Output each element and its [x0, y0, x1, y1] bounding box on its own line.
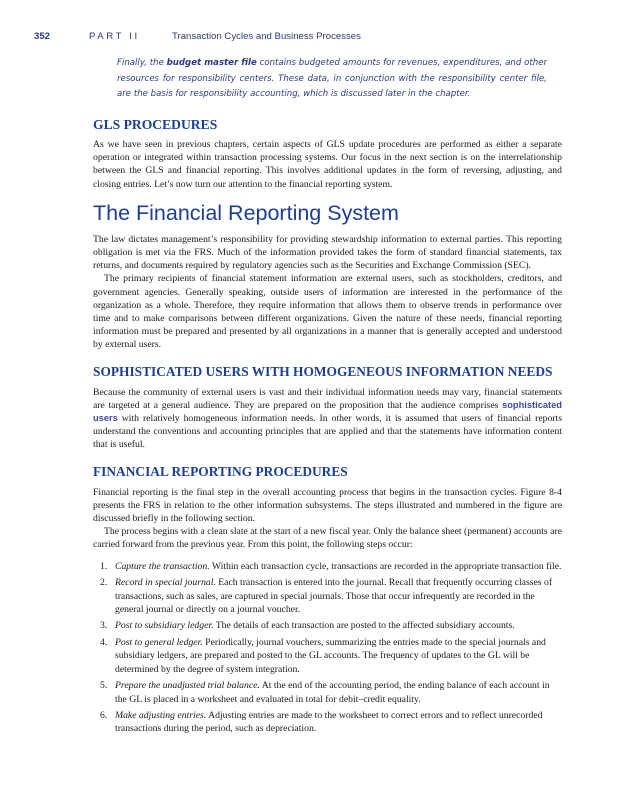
reporting-procedures-paragraph-1: Financial reporting is the final step in the overall accounting process that begins in the transaction cycles. Figure 8-4 presents the FRS in relation to the other information subsystems. The steps illustrated and numbered in the figure are discussed briefly in the following section. [93, 486, 562, 525]
list-item [100, 709, 562, 735]
intro-lead: Finally, the [117, 58, 167, 68]
gls-procedures-paragraph: As we have seen in previous chapters, certain aspects of GLS update procedures are performed as either a separate operation or integrated within transaction processing systems. Our focus in the next section is on the interrelationship between the GLS and financial reporting. This involves additional updates in the form of reversing, adjusting, and closing entries. Let’s now turn our attention to the financial reporting system. [93, 139, 562, 190]
step-number: 2. [100, 577, 108, 589]
intro-paragraph [117, 56, 547, 103]
list-item [100, 560, 562, 573]
list-item [100, 679, 562, 705]
step-text: The details of each transaction are posted to the affected subsidiary accounts. [213, 620, 515, 632]
gls-procedures-heading: GLS PROCEDURES [93, 117, 218, 132]
procedure-steps-list [93, 560, 562, 736]
frs-paragraph-1: The law dictates management’s responsibility for providing stewardship information to external parties. This reporting obligation is met via the FRS. Much of the information provided takes the form of standard financial statements, tax returns, and documents required by regulatory agencies such as the Securities and Exchange Commission (SEC). [93, 233, 562, 272]
sophisticated-users-heading: SOPHISTICATED USERS WITH HOMOGENEOUS INFORMATION NEEDS [93, 363, 553, 379]
list-item [100, 576, 562, 616]
frs-heading: The Financial Reporting System [93, 200, 399, 225]
step-number: 3. [100, 620, 108, 632]
sophisticated-users-paragraph [93, 386, 562, 452]
chapter-title: Transaction Cycles and Business Processes [172, 31, 361, 42]
step-title: Capture the transaction. [115, 560, 210, 572]
step-text: Periodically, journal vouchers, summarizing the entries made to the special journals and subsidiary ledgers, are prepared and posted to the GL accounts. The frequency of updates to the GL will be determined by the degree of system integration. [115, 637, 546, 675]
frs-paragraph-2: The primary recipients of financial statement information are external users, such as stockholders, creditors, and government agencies. Generally speaking, outside users of information are interested in the performance of the organization as a whole. Therefore, they require information that allows them to observe trends in performance over time and to make comparisons between different organizations. Given the nature of these needs, financial reporting information must be prepared and presented by all organizations in a manner that is generally accepted and understood by external users. [93, 273, 562, 351]
sophisticated-key-term: sophisticated users [93, 399, 562, 424]
step-title: Prepare the unadjusted trial balance. [115, 680, 260, 692]
step-title: Post to general ledger. [115, 637, 203, 649]
step-text: At the end of the accounting period, the ending balance of each account in the GL is placed in a worksheet and evaluated in total for debit–credit equality. [115, 680, 550, 705]
step-title: Record in special journal. [115, 577, 216, 589]
step-text: Each transaction is entered into the journal. Recall that frequently occurring classes of transactions, such as sales, are captured in special journals. Those that occur infrequently are recorded in the general journal or directly on a journal voucher. [115, 577, 553, 615]
step-number: 4. [100, 637, 108, 649]
list-item [100, 636, 562, 676]
step-title: Make adjusting entries. [115, 710, 207, 722]
sophisticated-lead: Because the community of external users is vast and their individual information needs may vary, financial statements are targeted at a general audience. They are prepared on the proposition that the audience comprises [93, 386, 562, 411]
step-text: Within each transaction cycle, transactions are recorded in the appropriate transaction file. [209, 560, 562, 572]
intro-rest: contains budgeted amounts for revenues, expenditures, and other resources for responsibility centers. These data, in conjunction with the responsibility center file, are the basis for responsibility accounting, which is discussed later in the chapter. [117, 58, 547, 99]
sophisticated-rest: with relatively homogeneous information needs. In other words, it is assumed that users of financial reports understand the conventions and accounting principles that are applied and that the statements have information content that is useful. [93, 413, 562, 451]
intro-key-term: budget master file [166, 58, 257, 68]
part-label: PART II [89, 31, 140, 42]
step-number: 1. [100, 560, 108, 572]
reporting-procedures-paragraph-2: The process begins with a clean slate at the start of a new fiscal year. Only the balance sheet (permanent) accounts are carried forward from the previous year. From this point, the following steps occur: [93, 526, 562, 551]
reporting-procedures-heading: FINANCIAL REPORTING PROCEDURES [93, 463, 348, 479]
step-number: 6. [100, 710, 108, 722]
step-number: 5. [100, 680, 108, 692]
main-content [93, 117, 562, 739]
page-number: 352 [34, 31, 51, 42]
step-title: Post to subsidiary ledger. [115, 620, 214, 632]
step-text: Adjusting entries are made to the worksheet to correct errors and to reflect unrecorded transactions during the period, such as depreciation. [115, 710, 543, 735]
list-item [100, 619, 562, 632]
